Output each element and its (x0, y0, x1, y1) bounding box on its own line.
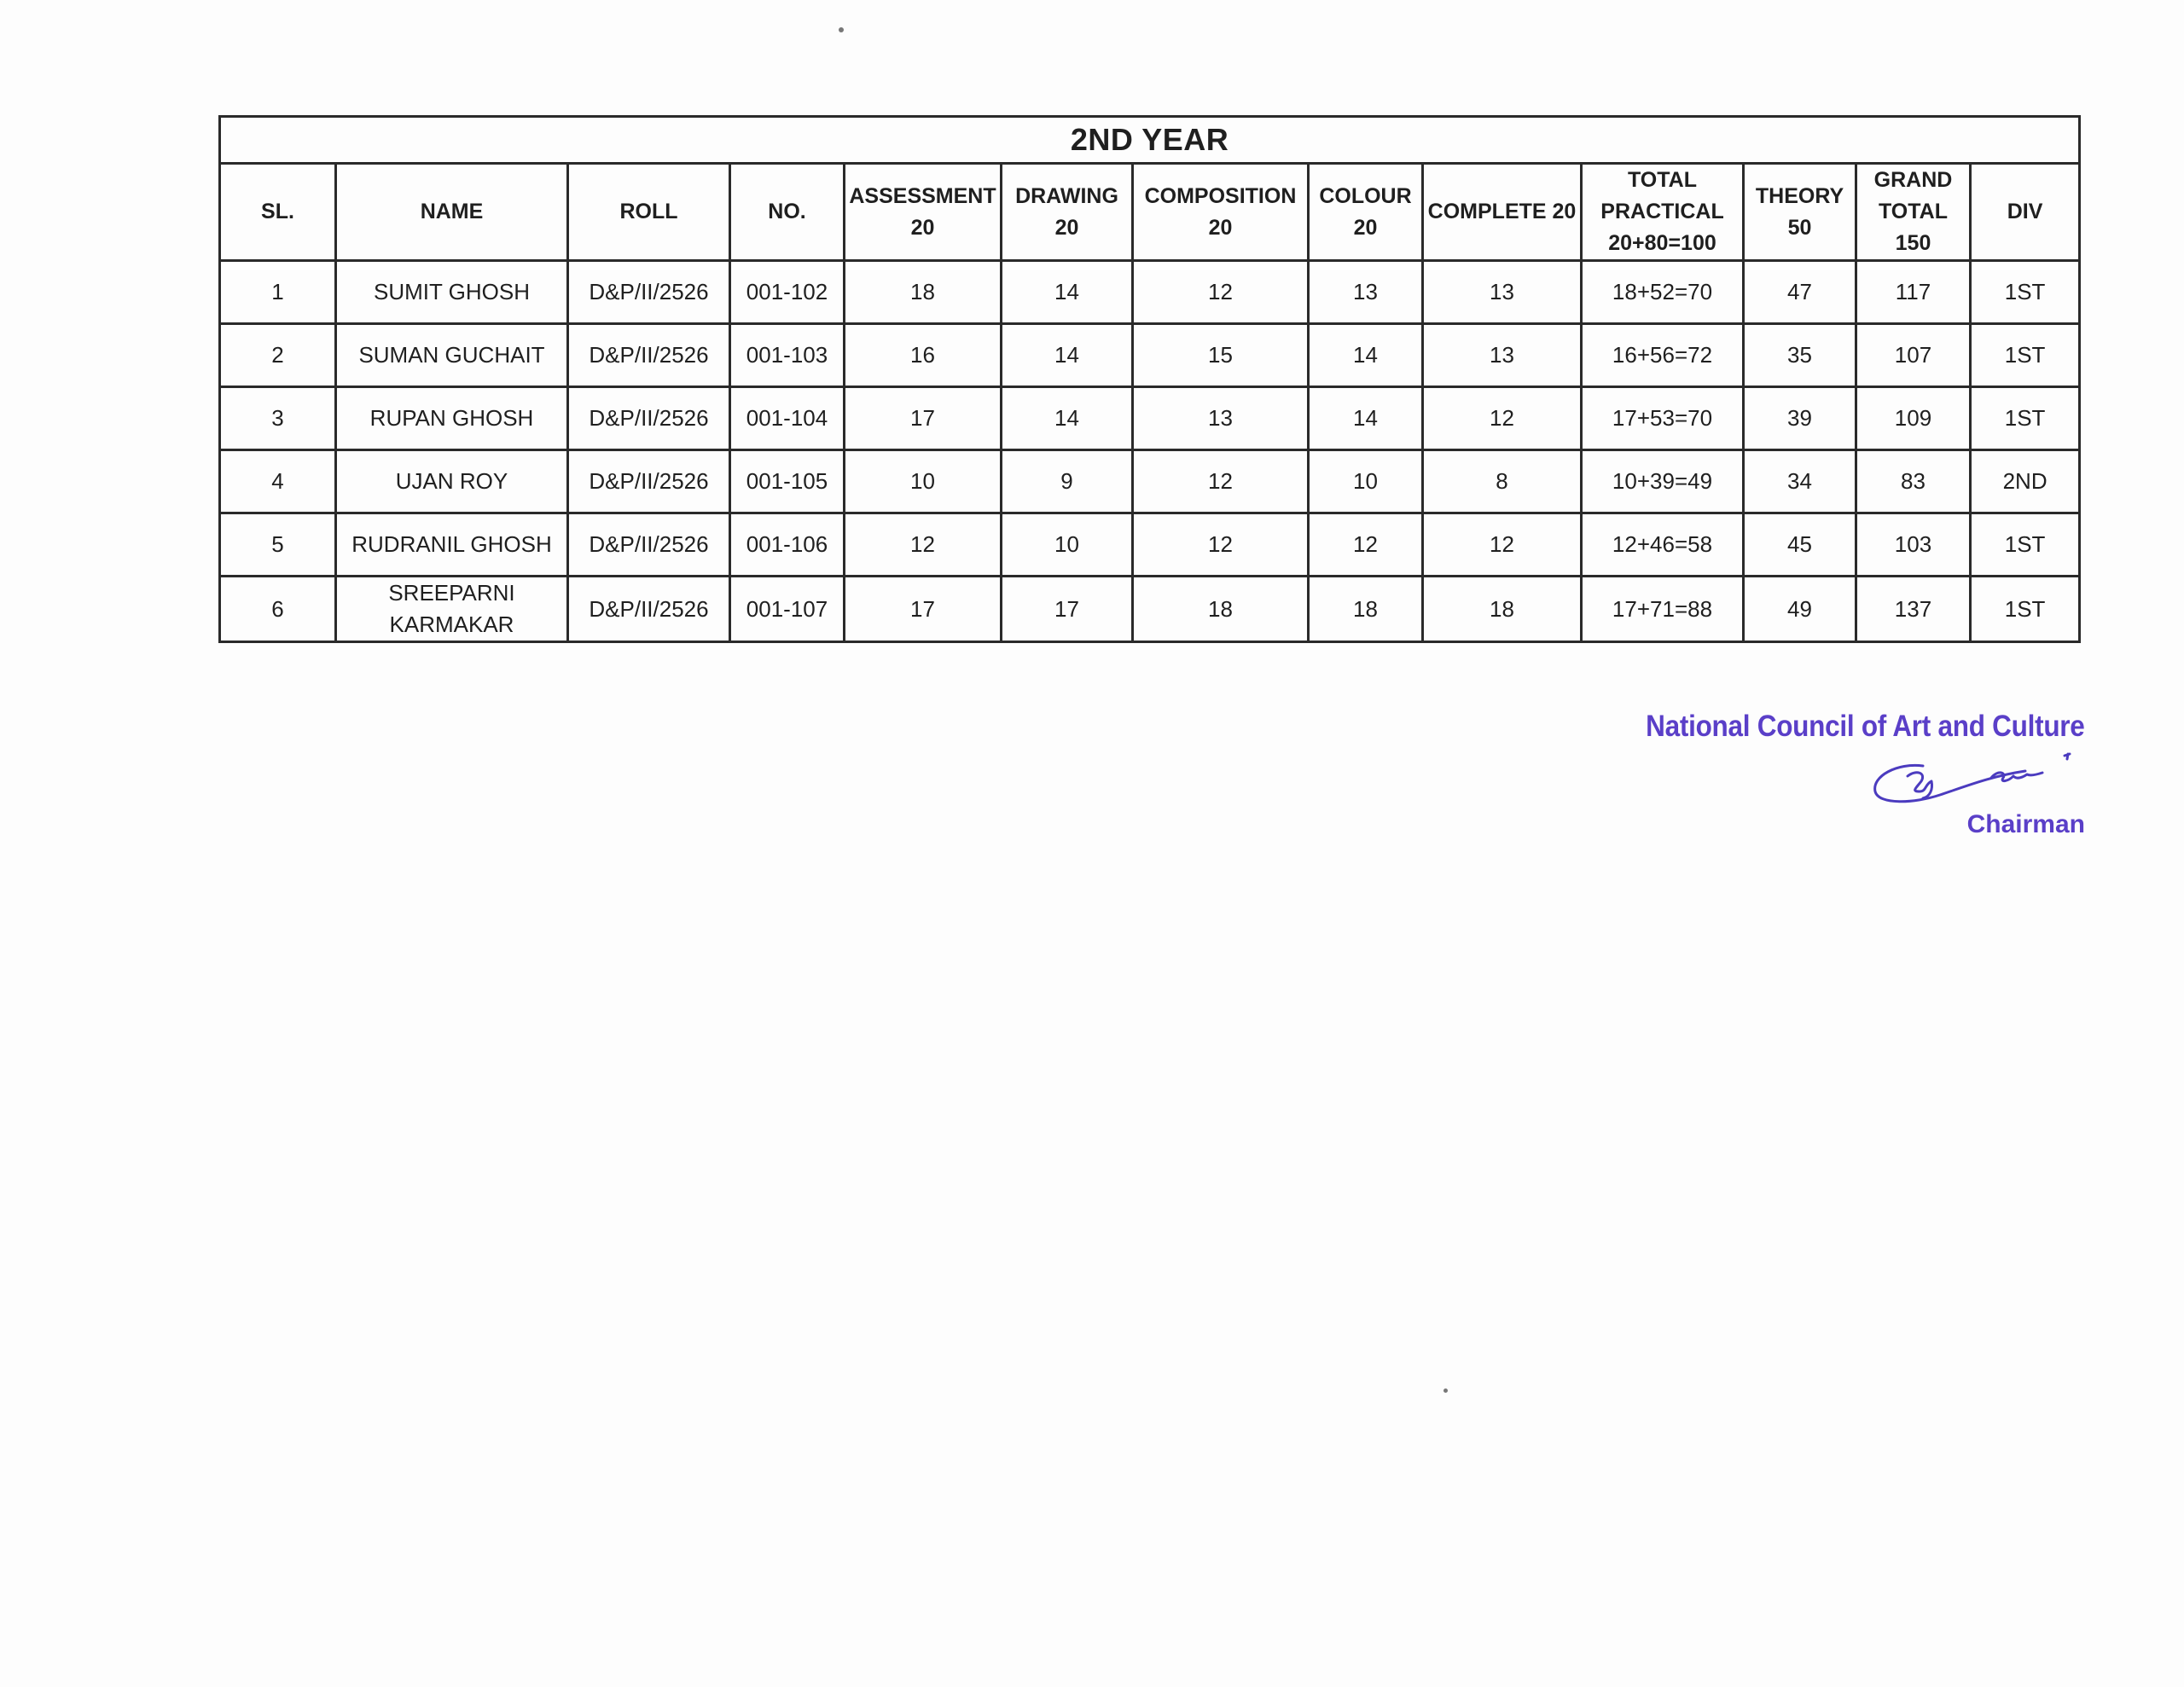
column-header (568, 164, 730, 261)
table-cell (730, 324, 845, 387)
cell-text: 001-106 (746, 531, 828, 557)
cell-text: 10 (1054, 531, 1079, 557)
cell-text: 20 (910, 215, 935, 240)
table-cell (1002, 513, 1133, 577)
cell-text: 14 (1054, 279, 1079, 304)
cell-text: 18 (1208, 595, 1233, 622)
cell-text: COMPOSITION (1144, 183, 1297, 208)
cell-text: GRAND (1873, 168, 1953, 192)
cell-text: 20+80=100 (1608, 231, 1716, 255)
cell-text: 117 (1895, 279, 1931, 304)
cell-text: 17 (910, 405, 935, 431)
column-header (1744, 164, 1856, 261)
cell-text: 1ST (2004, 595, 2046, 622)
cell-text: 001-105 (746, 468, 828, 494)
cell-text: 10 (1353, 468, 1378, 494)
cell-text: 20 (1054, 215, 1079, 240)
table-cell (1971, 387, 2080, 450)
cell-text: 001-107 (746, 595, 828, 622)
table-cell (220, 513, 336, 577)
table-cell (336, 577, 568, 642)
table-cell (220, 577, 336, 642)
cell-text: 18 (1353, 595, 1378, 622)
table-cell (1744, 324, 1856, 387)
column-header (220, 164, 336, 261)
cell-text: 3 (271, 405, 284, 431)
table-cell (1856, 513, 1971, 577)
table-cell (730, 513, 845, 577)
table-cell (1971, 261, 2080, 324)
cell-text: 12 (1353, 531, 1378, 557)
table-cell (1423, 577, 1582, 642)
table-cell (1309, 387, 1423, 450)
table-cell (845, 513, 1002, 577)
cell-text: 18 (1490, 595, 1514, 622)
column-header (1582, 164, 1744, 261)
cell-text: 2 (271, 342, 284, 368)
table-cell (336, 450, 568, 513)
official-stamp (1597, 710, 2085, 839)
table-cell (336, 513, 568, 577)
table-cell (1309, 577, 1423, 642)
cell-text: COMPLETE 20 (1427, 200, 1577, 223)
table-title: 2ND YEAR (220, 117, 2080, 164)
table-cell (1133, 577, 1309, 642)
cell-text: RUDRANIL GHOSH (351, 531, 552, 557)
column-header (336, 164, 568, 261)
cell-text: COLOUR (1319, 183, 1412, 208)
table-cell (1002, 577, 1133, 642)
table-cell (1002, 324, 1133, 387)
table-cell (1582, 324, 1744, 387)
cell-text: 10+39=49 (1612, 468, 1713, 494)
table-cell (1133, 324, 1309, 387)
table-cell (1971, 324, 2080, 387)
cell-text: 12 (1208, 468, 1233, 494)
cell-text: 17 (910, 595, 935, 622)
table-cell (1423, 450, 1582, 513)
cell-text: DRAWING (1015, 183, 1118, 208)
table-cell (1423, 387, 1582, 450)
cell-text: 5 (271, 531, 284, 557)
column-header (1856, 164, 1971, 261)
table-cell (220, 261, 336, 324)
table-cell (1423, 324, 1582, 387)
column-header (1133, 164, 1309, 261)
table-cell (336, 324, 568, 387)
table-cell (568, 513, 730, 577)
cell-text: 13 (1490, 279, 1514, 304)
cell-text: 16 (910, 342, 935, 368)
table-cell (1133, 261, 1309, 324)
scan-speck (839, 27, 844, 32)
cell-text: 14 (1054, 342, 1079, 368)
column-header (845, 164, 1002, 261)
result-table (218, 115, 2081, 643)
cell-text: 10 (910, 468, 935, 494)
cell-text: SUMAN GUCHAIT (358, 342, 545, 368)
stamp-role: Chairman (1966, 810, 2085, 838)
cell-text: NAME (420, 200, 484, 223)
cell-text: RUPAN GHOSH (369, 405, 534, 431)
table-cell (1744, 387, 1856, 450)
cell-text: SREEPARNI (388, 580, 515, 606)
cell-text: 12+46=58 (1612, 531, 1713, 557)
cell-text: 34 (1787, 468, 1812, 494)
table-cell (220, 324, 336, 387)
table-cell (1856, 261, 1971, 324)
table-cell (1582, 387, 1744, 450)
table-row (220, 450, 2080, 513)
table-cell (1856, 450, 1971, 513)
cell-text: 109 (1894, 405, 1932, 431)
cell-text: 1ST (2004, 279, 2046, 304)
cell-text: D&P/II/2526 (589, 342, 709, 368)
table-cell (845, 324, 1002, 387)
table-cell (1856, 387, 1971, 450)
table-cell (1856, 324, 1971, 387)
cell-text: 12 (1208, 279, 1233, 304)
cell-text: 107 (1894, 342, 1932, 368)
table-cell (1002, 387, 1133, 450)
table-cell (568, 577, 730, 642)
table-cell (1744, 577, 1856, 642)
cell-text: 35 (1787, 342, 1812, 368)
table-cell (845, 387, 1002, 450)
cell-text: 8 (1496, 468, 1508, 494)
table-row (220, 387, 2080, 450)
cell-text: 15 (1208, 342, 1233, 368)
table-cell (730, 450, 845, 513)
cell-text: 103 (1894, 531, 1932, 557)
cell-text: 47 (1787, 279, 1812, 304)
table-cell (1423, 261, 1582, 324)
cell-text: SUMIT GHOSH (374, 279, 530, 304)
column-header (1002, 164, 1133, 261)
table-cell (1744, 450, 1856, 513)
table-cell (1309, 324, 1423, 387)
cell-text: 13 (1490, 342, 1514, 368)
table-cell (845, 450, 1002, 513)
cell-text: 12 (1490, 405, 1514, 431)
cell-text: 001-102 (746, 279, 828, 304)
column-header (1423, 164, 1582, 261)
cell-text: 4 (271, 468, 284, 494)
table-row (220, 261, 2080, 324)
cell-text: 2ND (2002, 468, 2048, 494)
table-cell (220, 387, 336, 450)
table-cell (568, 324, 730, 387)
cell-text: 150 (1895, 231, 1931, 255)
table-row (220, 324, 2080, 387)
cell-text: 16+56=72 (1612, 342, 1713, 368)
scan-speck (1443, 1388, 1448, 1393)
table-cell (1423, 513, 1582, 577)
cell-text: 12 (910, 531, 935, 557)
column-header (1971, 164, 2080, 261)
table-cell (730, 261, 845, 324)
table-cell (1133, 513, 1309, 577)
table-cell (730, 387, 845, 450)
table-row (220, 513, 2080, 577)
table-cell (1971, 450, 2080, 513)
cell-text: D&P/II/2526 (589, 468, 709, 494)
chairman-signature (1863, 747, 2085, 815)
table-header-row (220, 164, 2080, 261)
table-cell (845, 261, 1002, 324)
table-body (220, 261, 2080, 642)
stamp-organization: National Council of Art and Culture (1646, 710, 2085, 743)
cell-text: ASSESSMENT (849, 183, 996, 208)
cell-text: D&P/II/2526 (589, 405, 709, 431)
table-cell (568, 387, 730, 450)
table-cell (1309, 261, 1423, 324)
cell-text: 9 (1060, 468, 1073, 494)
table-cell (1856, 577, 1971, 642)
cell-text: 20 (1353, 215, 1378, 240)
table-cell (1582, 450, 1744, 513)
cell-text: 18+52=70 (1612, 279, 1713, 304)
table-cell (1971, 513, 2080, 577)
table-title-row (220, 117, 2080, 164)
table-row (220, 577, 2080, 642)
cell-text: TOTAL (1627, 168, 1697, 192)
table-cell (1309, 450, 1423, 513)
table-cell (1744, 513, 1856, 577)
cell-text: 50 (1787, 215, 1812, 240)
cell-text: 49 (1787, 595, 1812, 622)
cell-text: 13 (1353, 279, 1378, 304)
cell-text: SL. (261, 200, 294, 223)
cell-text: THEORY (1755, 183, 1844, 208)
table-cell (1002, 450, 1133, 513)
table-cell (1582, 261, 1744, 324)
cell-text: TOTAL (1878, 200, 1948, 223)
column-header (730, 164, 845, 261)
cell-text: D&P/II/2526 (589, 595, 709, 622)
table-cell (1309, 513, 1423, 577)
table-cell (336, 261, 568, 324)
cell-text: 18 (910, 279, 935, 304)
table-cell (1971, 577, 2080, 642)
cell-text: 001-103 (746, 342, 828, 368)
cell-text: 20 (1208, 215, 1233, 240)
cell-text: 137 (1894, 595, 1932, 622)
cell-text: UJAN ROY (395, 468, 508, 494)
cell-text: 83 (1901, 468, 1926, 494)
cell-text: 12 (1208, 531, 1233, 557)
cell-text: 001-104 (746, 405, 828, 431)
cell-text: 45 (1787, 531, 1812, 557)
table-cell (336, 387, 568, 450)
cell-text: D&P/II/2526 (589, 531, 709, 557)
table-cell (1744, 261, 1856, 324)
cell-text: 14 (1054, 405, 1079, 431)
cell-text: 1 (271, 279, 284, 304)
table-cell (1133, 387, 1309, 450)
cell-text: 17+53=70 (1612, 405, 1713, 431)
cell-text: 14 (1353, 405, 1378, 431)
table-cell (1582, 513, 1744, 577)
cell-text: ROLL (619, 200, 678, 223)
cell-text: KARMAKAR (389, 612, 514, 637)
cell-text: 6 (271, 595, 284, 622)
cell-text: 1ST (2004, 342, 2046, 368)
cell-text: 13 (1208, 405, 1233, 431)
cell-text: 17 (1054, 595, 1079, 622)
column-header (1309, 164, 1423, 261)
cell-text: 39 (1787, 405, 1812, 431)
table-cell (1133, 450, 1309, 513)
table-cell (1582, 577, 1744, 642)
cell-text: 1ST (2004, 405, 2046, 431)
table-cell (845, 577, 1002, 642)
cell-text: PRACTICAL (1600, 200, 1724, 223)
table-cell (568, 450, 730, 513)
table-cell (220, 450, 336, 513)
table-cell (568, 261, 730, 324)
table-cell (1002, 261, 1133, 324)
cell-text: DIV (2007, 200, 2043, 223)
cell-text: 14 (1353, 342, 1378, 368)
cell-text: D&P/II/2526 (589, 279, 709, 304)
cell-text: 1ST (2004, 531, 2046, 557)
cell-text: 17+71=88 (1612, 595, 1713, 622)
cell-text: 12 (1490, 531, 1514, 557)
cell-text: NO. (768, 200, 806, 223)
table-cell (730, 577, 845, 642)
